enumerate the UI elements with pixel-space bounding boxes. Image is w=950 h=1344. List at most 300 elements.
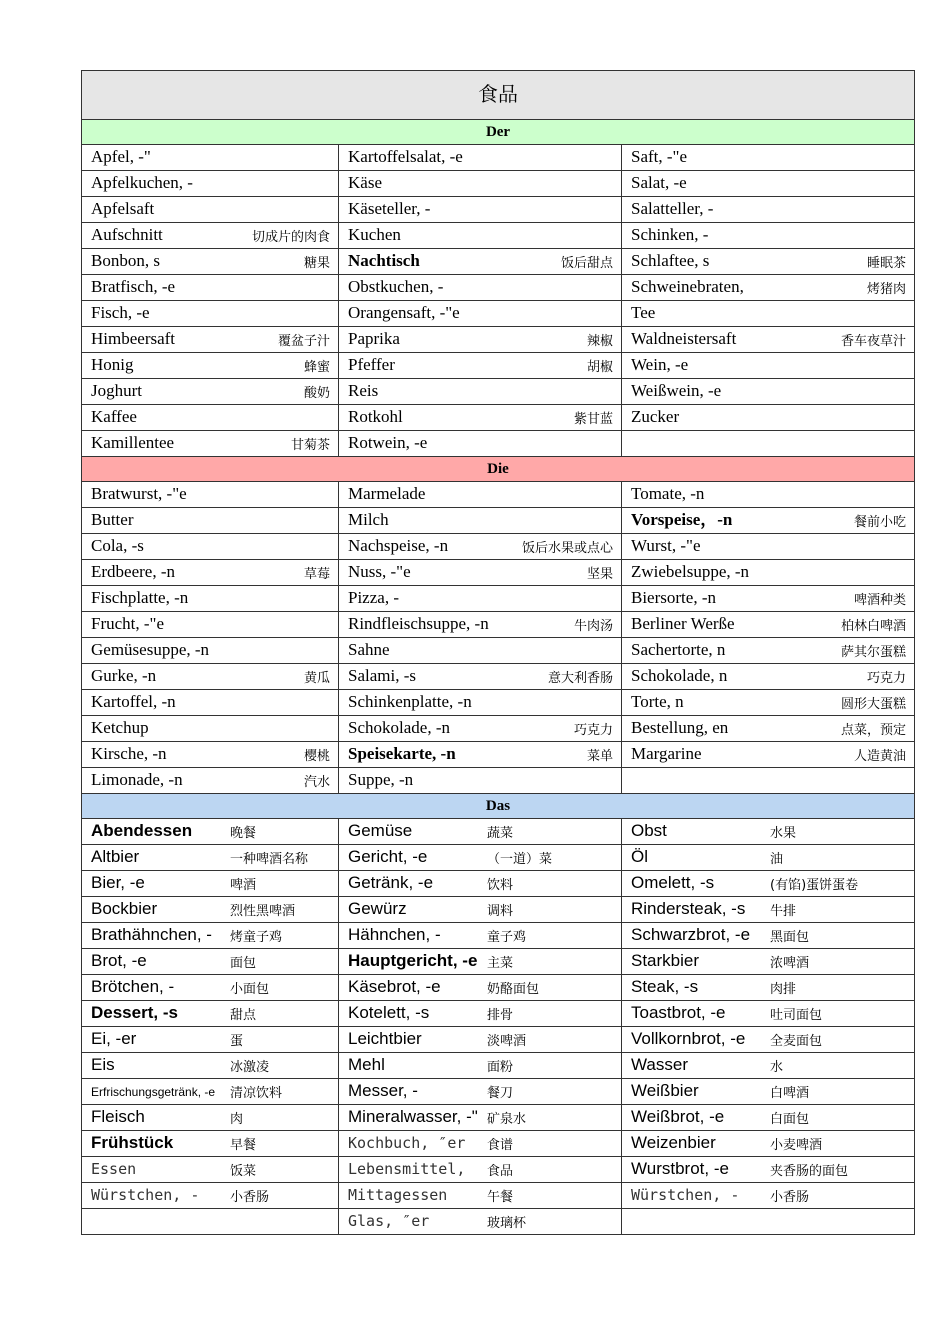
vocab-cell <box>622 586 915 612</box>
vocab-cell <box>339 405 622 431</box>
vocab-cell <box>622 249 915 275</box>
german-word: Paprika <box>348 329 400 348</box>
table-row <box>82 819 915 845</box>
vocab-cell <box>622 638 915 664</box>
german-word: Bestellung, en <box>631 718 729 737</box>
vocab-cell <box>339 171 622 197</box>
vocab-cell <box>339 664 622 690</box>
chinese-translation: 草莓 <box>303 567 330 582</box>
chinese-translation: 蛋 <box>230 1034 244 1049</box>
chinese-translation: 点菜，预定 <box>841 723 907 738</box>
german-word: Kartoffel, -n <box>91 692 176 711</box>
german-word: Berliner Werße <box>631 614 735 633</box>
german-word: Ketchup <box>91 718 149 737</box>
german-word: Obst <box>631 821 667 840</box>
german-word: Zwiebelsuppe, -n <box>631 562 750 581</box>
chinese-translation: 夹香肠的面包 <box>770 1164 849 1179</box>
vocab-cell <box>339 1157 622 1183</box>
german-word: Brötchen, - <box>91 977 175 996</box>
german-word: Würstchen, - <box>631 1186 740 1204</box>
vocab-cell <box>339 197 622 223</box>
chinese-translation: 饭后水果或点心 <box>521 541 613 556</box>
vocab-cell <box>622 1079 915 1105</box>
chinese-translation: 奶酪面包 <box>487 982 540 997</box>
german-word: Dessert, -s <box>91 1003 178 1022</box>
german-word: Hauptgericht, -e <box>348 951 478 970</box>
table-row <box>82 197 915 223</box>
chinese-translation: 香车夜草汁 <box>841 334 907 349</box>
vocab-cell <box>622 405 915 431</box>
german-word: Pfeffer <box>348 355 395 374</box>
german-word: Käseteller, - <box>348 199 431 218</box>
vocab-cell <box>82 612 339 638</box>
table-row <box>82 482 915 508</box>
german-word: Rindfleischsuppe, -n <box>348 614 489 633</box>
german-word: Toastbrot, -e <box>631 1003 726 1022</box>
chinese-translation: 坚果 <box>586 567 613 582</box>
vocab-cell <box>622 223 915 249</box>
table-row <box>82 586 915 612</box>
german-word: Fischplatte, -n <box>91 588 189 607</box>
vocab-cell <box>339 1209 622 1235</box>
german-word: Abendessen <box>91 821 193 840</box>
chinese-translation: 小香肠 <box>770 1190 810 1205</box>
german-word: Zucker <box>631 407 680 426</box>
german-word: Waldneistersaft <box>631 329 737 348</box>
german-word: Limonade, -n <box>91 770 183 789</box>
chinese-translation: 餐前小吃 <box>854 515 907 530</box>
chinese-translation: 小香肠 <box>230 1190 270 1205</box>
vocab-cell <box>339 353 622 379</box>
german-word: Wein, -e <box>631 355 689 374</box>
german-word: Kotelett, -s <box>348 1003 430 1022</box>
chinese-translation: 柏林白啤酒 <box>841 619 907 634</box>
chinese-translation: 玻璃杯 <box>487 1216 527 1231</box>
german-word: Nuss, -"e <box>348 562 411 581</box>
vocab-cell <box>82 379 339 405</box>
german-word: Altbier <box>91 847 140 866</box>
vocab-cell <box>82 197 339 223</box>
german-word: Gemüse <box>348 821 413 840</box>
vocab-cell <box>339 923 622 949</box>
german-word: Himbeersaft <box>91 329 176 348</box>
vocab-cell <box>82 327 339 353</box>
table-row <box>82 275 915 301</box>
german-word: Kuchen <box>348 225 401 244</box>
chinese-translation: 黄瓜 <box>303 671 330 686</box>
vocab-cell <box>622 379 915 405</box>
german-word: Messer, - <box>348 1081 418 1100</box>
vocab-cell <box>339 1027 622 1053</box>
table-row <box>82 742 915 768</box>
vocab-cell <box>339 1079 622 1105</box>
german-word: Sahne <box>348 640 390 659</box>
table-row <box>82 249 915 275</box>
german-word: Orangensaft, -"e <box>348 303 460 322</box>
german-word: Salatteller, - <box>631 199 714 218</box>
vocab-cell <box>82 768 339 794</box>
vocab-cell <box>622 560 915 586</box>
vocab-cell <box>339 301 622 327</box>
chinese-translation: 冰激凌 <box>230 1060 270 1075</box>
chinese-translation: 小麦啤酒 <box>770 1138 823 1153</box>
vocab-cell <box>622 897 915 923</box>
vocab-cell <box>339 638 622 664</box>
section-header-die: Die <box>82 457 915 482</box>
german-word: Kochbuch, ″er <box>348 1134 466 1152</box>
german-word: Wurst, -"e <box>631 536 701 555</box>
chinese-translation: 食谱 <box>487 1138 514 1153</box>
chinese-translation: 淡啤酒 <box>487 1034 527 1049</box>
german-word: Schweinebraten, <box>631 277 744 296</box>
table-row <box>82 327 915 353</box>
german-word: Käse <box>348 173 382 192</box>
german-word: Leichtbier <box>348 1029 422 1048</box>
german-word: Erfrischungsgetränk, -e <box>91 1084 216 1099</box>
vocab-cell <box>622 1157 915 1183</box>
german-word: Getränk, -e <box>348 873 434 892</box>
german-word: Joghurt <box>91 381 142 400</box>
chinese-translation: 小面包 <box>230 982 270 997</box>
chinese-translation: 饮料 <box>487 878 514 893</box>
vocab-cell <box>622 1131 915 1157</box>
vocab-cell <box>339 975 622 1001</box>
chinese-translation: 面包 <box>230 956 257 971</box>
chinese-translation: 覆盆子汁 <box>277 334 330 349</box>
chinese-translation: 童子鸡 <box>487 930 527 945</box>
german-word: Brot, -e <box>91 951 147 970</box>
german-word: Fisch, -e <box>91 303 150 322</box>
vocab-cell <box>622 819 915 845</box>
section-header-das: Das <box>82 794 915 819</box>
chinese-translation: （一道）菜 <box>487 852 553 867</box>
chinese-translation: 饭后甜点 <box>560 256 613 271</box>
vocab-cell <box>339 275 622 301</box>
vocab-cell <box>622 301 915 327</box>
german-word: Marmelade <box>348 484 426 503</box>
chinese-translation: 白啤酒 <box>770 1086 810 1101</box>
vocab-cell <box>622 171 915 197</box>
german-word: Schlaftee, s <box>631 251 710 270</box>
chinese-translation: (有馅)蛋饼蛋卷 <box>770 878 859 893</box>
chinese-translation: 清凉饮料 <box>230 1086 283 1101</box>
table-row <box>82 975 915 1001</box>
vocab-cell <box>622 431 915 457</box>
vocab-cell <box>339 845 622 871</box>
german-word: Gurke, -n <box>91 666 157 685</box>
german-word: Gemüsesuppe, -n <box>91 640 210 659</box>
chinese-translation: 圆形大蛋糕 <box>841 697 907 712</box>
vocab-cell <box>339 949 622 975</box>
german-word: Fleisch <box>91 1107 145 1126</box>
table-row <box>82 560 915 586</box>
chinese-translation: 人造黄油 <box>854 749 907 764</box>
vocab-cell <box>339 1053 622 1079</box>
german-word: Gewürz <box>348 899 407 918</box>
chinese-translation: 肉 <box>230 1112 244 1127</box>
german-word: Apfel, -" <box>91 147 151 166</box>
chinese-translation: 牛排 <box>770 904 797 919</box>
vocab-cell <box>82 534 339 560</box>
table-row <box>82 534 915 560</box>
german-word: Glas, ″er <box>348 1212 430 1230</box>
german-word: Bratfisch, -e <box>91 277 176 296</box>
vocab-cell <box>82 897 339 923</box>
vocab-cell <box>622 197 915 223</box>
german-word: Wasser <box>631 1055 688 1074</box>
vocab-cell <box>82 1157 339 1183</box>
german-word: Würstchen, - <box>91 1186 200 1204</box>
chinese-translation: 主菜 <box>487 956 514 971</box>
german-word: Reis <box>348 381 379 400</box>
chinese-translation: 早餐 <box>230 1138 257 1153</box>
table-row <box>82 379 915 405</box>
german-word: Kirsche, -n <box>91 744 167 763</box>
vocab-cell <box>622 612 915 638</box>
vocab-cell <box>339 508 622 534</box>
german-word: Biersorte, -n <box>631 588 716 607</box>
chinese-translation: 辣椒 <box>586 334 613 349</box>
german-word: Sachertorte, n <box>631 640 726 659</box>
vocab-cell <box>622 508 915 534</box>
german-word: Weizenbier <box>631 1133 716 1152</box>
vocab-cell <box>622 664 915 690</box>
vocab-cell <box>82 742 339 768</box>
chinese-translation: 甜点 <box>230 1008 257 1023</box>
table-row <box>82 405 915 431</box>
german-word: Kartoffelsalat, -e <box>348 147 463 166</box>
vocab-cell <box>339 482 622 508</box>
table-row <box>82 301 915 327</box>
section-header-der: Der <box>82 120 915 145</box>
german-word: Schwarzbrot, -e <box>631 925 751 944</box>
german-word: Öl <box>631 847 648 866</box>
chinese-translation: 意大利香肠 <box>547 671 613 686</box>
vocab-cell <box>82 1027 339 1053</box>
vocab-cell <box>622 1209 915 1235</box>
chinese-translation: 面粉 <box>487 1060 514 1075</box>
german-word: Omelett, -s <box>631 873 715 892</box>
german-word: Schinkenplatte, -n <box>348 692 472 711</box>
german-word: Erdbeere, -n <box>91 562 176 581</box>
vocab-cell <box>339 1105 622 1131</box>
vocabulary-table <box>81 70 915 1235</box>
chinese-translation: 啤酒 <box>230 878 257 893</box>
vocab-cell <box>339 716 622 742</box>
vocab-cell <box>622 975 915 1001</box>
german-word: Cola, -s <box>91 536 144 555</box>
vocab-cell <box>82 275 339 301</box>
german-word: Brathähnchen, - <box>91 925 212 944</box>
vocab-cell <box>82 586 339 612</box>
german-word: Bier, -e <box>91 873 145 892</box>
german-word: Mineralwasser, -" <box>348 1107 478 1126</box>
vocab-cell <box>82 1209 339 1235</box>
section-header-row <box>82 457 915 482</box>
vocab-cell <box>339 1001 622 1027</box>
vocab-cell <box>82 223 339 249</box>
german-word: Butter <box>91 510 134 529</box>
vocab-cell <box>622 1183 915 1209</box>
vocab-cell <box>622 275 915 301</box>
chinese-translation: 全麦面包 <box>770 1034 823 1049</box>
vocab-cell <box>622 1001 915 1027</box>
german-word: Bratwurst, -"e <box>91 484 187 503</box>
section-header-row <box>82 794 915 819</box>
vocab-cell <box>82 1183 339 1209</box>
german-word: Rindersteak, -s <box>631 899 746 918</box>
chinese-translation: 啤酒种类 <box>854 593 907 608</box>
german-word: Schinken, - <box>631 225 709 244</box>
table-row <box>82 768 915 794</box>
vocab-cell <box>339 690 622 716</box>
chinese-translation: 餐刀 <box>487 1086 514 1101</box>
chinese-translation: 酸奶 <box>303 386 330 401</box>
german-word: Frucht, -"e <box>91 614 165 633</box>
vocab-cell <box>82 638 339 664</box>
table-row <box>82 431 915 457</box>
german-word: Weißbrot, -e <box>631 1107 725 1126</box>
vocab-cell <box>622 1105 915 1131</box>
german-word: Bonbon, s <box>91 251 160 270</box>
german-word: Rotkohl <box>348 407 403 426</box>
vocab-cell <box>622 327 915 353</box>
vocab-cell <box>82 249 339 275</box>
vocab-cell <box>622 145 915 171</box>
chinese-translation: 水 <box>770 1060 784 1075</box>
german-word: Salat, -e <box>631 173 687 192</box>
vocab-cell <box>82 560 339 586</box>
table-row <box>82 664 915 690</box>
vocab-cell <box>339 379 622 405</box>
chinese-translation: 肉排 <box>770 982 797 997</box>
vocab-cell <box>82 1105 339 1131</box>
vocab-cell <box>82 975 339 1001</box>
german-word: Tomate, -n <box>631 484 705 503</box>
chinese-translation: 糖果 <box>303 256 330 271</box>
vocab-cell <box>82 845 339 871</box>
table-row <box>82 1053 915 1079</box>
vocab-cell <box>622 716 915 742</box>
chinese-translation: 午餐 <box>487 1190 514 1205</box>
vocab-cell <box>82 1001 339 1027</box>
table-row <box>82 1079 915 1105</box>
german-word: Kaffee <box>91 407 137 426</box>
vocab-cell <box>82 923 339 949</box>
vocab-cell <box>82 482 339 508</box>
german-word: Rotwein, -e <box>348 433 428 452</box>
chinese-translation: 蜂蜜 <box>303 360 330 375</box>
chinese-translation: 樱桃 <box>303 749 330 764</box>
chinese-translation: 浓啤酒 <box>770 956 810 971</box>
german-word: Frühstück <box>91 1133 174 1152</box>
vocab-cell <box>622 534 915 560</box>
german-word: Schokolade, n <box>631 666 728 685</box>
vocab-cell <box>622 1027 915 1053</box>
vocab-cell <box>82 145 339 171</box>
chinese-translation: 一种啤酒名称 <box>230 852 309 867</box>
chinese-translation: 切成片的肉食 <box>251 230 330 245</box>
german-word: Bockbier <box>91 899 158 918</box>
german-word: Saft, -"e <box>631 147 688 166</box>
german-word: Lebensmittel, <box>348 1160 466 1178</box>
chinese-translation: 巧克力 <box>573 723 613 738</box>
german-word: Margarine <box>631 744 702 763</box>
vocab-cell <box>339 819 622 845</box>
chinese-translation: 甘菊茶 <box>290 438 330 453</box>
vocab-cell <box>82 1053 339 1079</box>
chinese-translation: 油 <box>770 852 784 867</box>
table-row <box>82 1105 915 1131</box>
vocab-cell <box>82 431 339 457</box>
table-row <box>82 1183 915 1209</box>
german-word: Honig <box>91 355 134 374</box>
vocab-cell <box>339 768 622 794</box>
chinese-translation: 胡椒 <box>586 360 613 375</box>
vocab-cell <box>82 716 339 742</box>
chinese-translation: 黑面包 <box>770 930 810 945</box>
german-word: Wurstbrot, -e <box>631 1159 729 1178</box>
german-word: Essen <box>91 1160 137 1178</box>
vocab-cell <box>82 508 339 534</box>
vocab-cell <box>339 897 622 923</box>
table-row <box>82 612 915 638</box>
vocab-cell <box>622 949 915 975</box>
german-word: Mehl <box>348 1055 385 1074</box>
chinese-translation: 排骨 <box>487 1008 514 1023</box>
chinese-translation: 萨其尔蛋糕 <box>841 645 907 660</box>
vocab-cell <box>622 1053 915 1079</box>
chinese-translation: 烤猪肉 <box>867 282 907 297</box>
german-word: Vollkornbrot, -e <box>631 1029 746 1048</box>
german-word: Obstkuchen, - <box>348 277 444 296</box>
vocab-cell <box>622 742 915 768</box>
german-word: Pizza, - <box>348 588 399 607</box>
vocab-cell <box>339 534 622 560</box>
german-word: Suppe, -n <box>348 770 414 789</box>
table-row <box>82 1027 915 1053</box>
section-header-row <box>82 120 915 145</box>
vocab-cell <box>82 1131 339 1157</box>
german-word: Ei, -er <box>91 1029 137 1048</box>
chinese-translation: 水果 <box>770 826 797 841</box>
vocab-cell <box>339 612 622 638</box>
chinese-translation: 汽水 <box>303 775 330 790</box>
german-word: Steak, -s <box>631 977 699 996</box>
vocab-cell <box>339 1131 622 1157</box>
vocab-cell <box>339 742 622 768</box>
table-row <box>82 223 915 249</box>
vocab-cell <box>622 871 915 897</box>
vocab-cell <box>82 353 339 379</box>
table-row <box>82 871 915 897</box>
german-word: Aufschnitt <box>91 225 163 244</box>
german-word: Schokolade, -n <box>348 718 450 737</box>
german-word: Weißbier <box>631 1081 699 1100</box>
vocab-cell <box>622 690 915 716</box>
german-word: Speisekarte, -n <box>348 744 456 763</box>
table-row <box>82 1131 915 1157</box>
chinese-translation: 蔬菜 <box>487 826 514 841</box>
chinese-translation: 烈性黑啤酒 <box>230 904 296 919</box>
table-row <box>82 508 915 534</box>
table-row <box>82 1001 915 1027</box>
table-row <box>82 1157 915 1183</box>
vocab-cell <box>82 690 339 716</box>
german-word: Käsebrot, -e <box>348 977 441 996</box>
chinese-translation: 睡眠茶 <box>867 256 907 271</box>
vocab-cell <box>82 819 339 845</box>
